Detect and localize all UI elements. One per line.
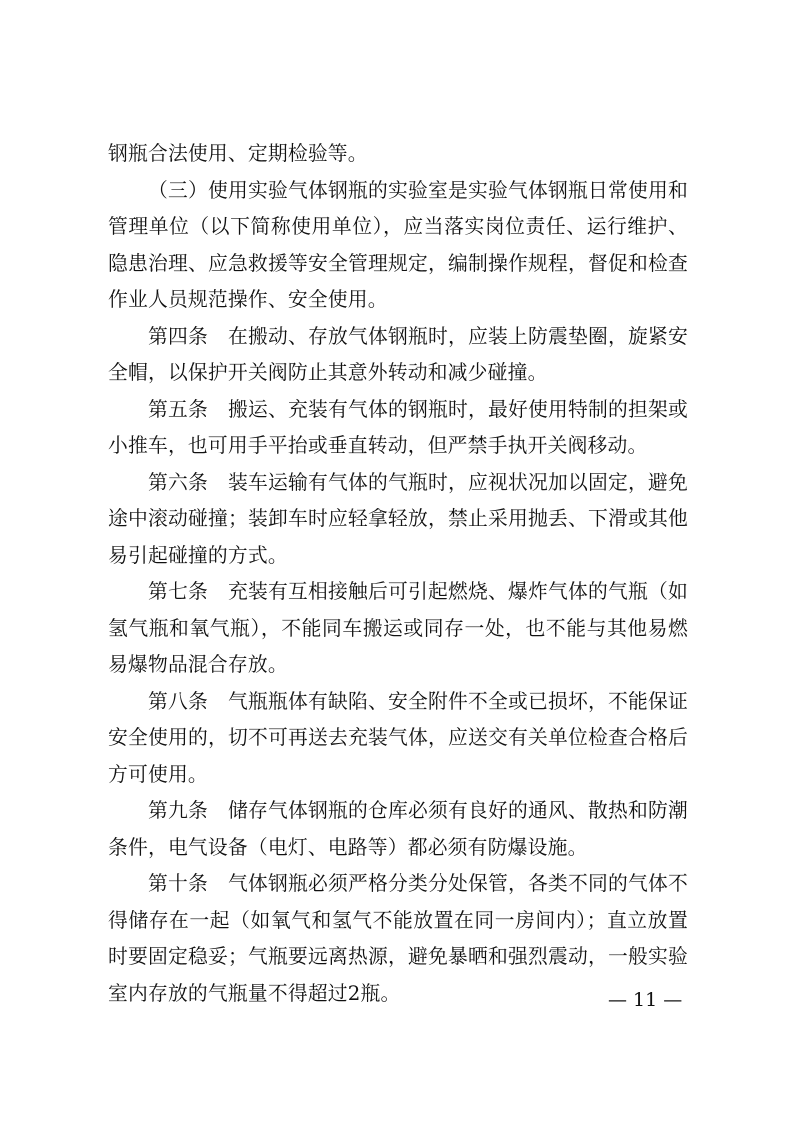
article-text: 气瓶瓶体有缺陷、安全附件不全或已损坏，不能保证安全使用的，切不可再送去充装气体，应送交有关单位检查合格后方可使用。: [108, 689, 688, 786]
article-number: 第七条: [148, 580, 208, 603]
article-number: 第六条: [148, 470, 208, 494]
paragraph-item-three: [108, 173, 688, 319]
paragraph-continuation: [108, 136, 688, 173]
article-text: 装车运输有气体的气瓶时，应视状况加以固定，避免途中滚动碰撞；装卸车时应轻拿轻放，禁止采用抛丢、下滑或其他易引起碰撞的方式。: [108, 470, 688, 567]
article-four: [108, 319, 688, 392]
article-number: 第十条: [148, 872, 208, 895]
article-five: [108, 392, 688, 465]
article-text: 气体钢瓶必须严格分类分处保管，各类不同的气体不得储存在一起（如氧气和氢气不能放置在同一房间内）；直立放置时要固定稳妥；气瓶要远离热源，避免暴晒和强烈震动，一般实验室内存放的气瓶量不得超过2瓶。: [108, 872, 688, 1005]
article-number: 第九条: [148, 799, 208, 822]
paragraph-text: 钢瓶合法使用、定期检验等。: [108, 142, 368, 165]
paragraph-text: （三）使用实验气体钢瓶的实验室是实验气体钢瓶日常使用和管理单位（以下简称使用单位），应当落实岗位责任、运行维护、隐患治理、应急救援等安全管理规定，编制操作规程，督促和检查作业人员规范操作、安全使用。: [108, 178, 688, 311]
article-ten: [108, 866, 688, 1012]
article-nine: [108, 793, 688, 866]
article-text: 储存气体钢瓶的仓库必须有良好的通风、散热和防潮条件，电气设备（电灯、电路等）都必须有防爆设施。: [108, 799, 688, 859]
article-number: 第四条: [148, 324, 208, 348]
article-six: [108, 465, 688, 575]
article-number: 第八条: [148, 689, 208, 713]
article-number: 第五条: [148, 397, 208, 421]
article-text: 在搬动、存放气体钢瓶时，应装上防震垫圈，旋紧安全帽，以保护开关阀防止其意外转动和减少碰撞。: [108, 324, 688, 384]
article-eight: [108, 684, 688, 794]
article-text: 搬运、充装有气体的钢瓶时，最好使用特制的担架或小推车，也可用手平抬或垂直转动，但严禁手执开关阀移动。: [108, 397, 688, 457]
article-text: 充装有互相接触后可引起燃烧、爆炸气体的气瓶（如氢气瓶和氧气瓶），不能同车搬运或同存一处，也不能与其他易燃易爆物品混合存放。: [108, 580, 688, 676]
page-number: — 11 —: [608, 989, 683, 1011]
article-seven: [108, 574, 688, 684]
body-text: [108, 136, 688, 1012]
